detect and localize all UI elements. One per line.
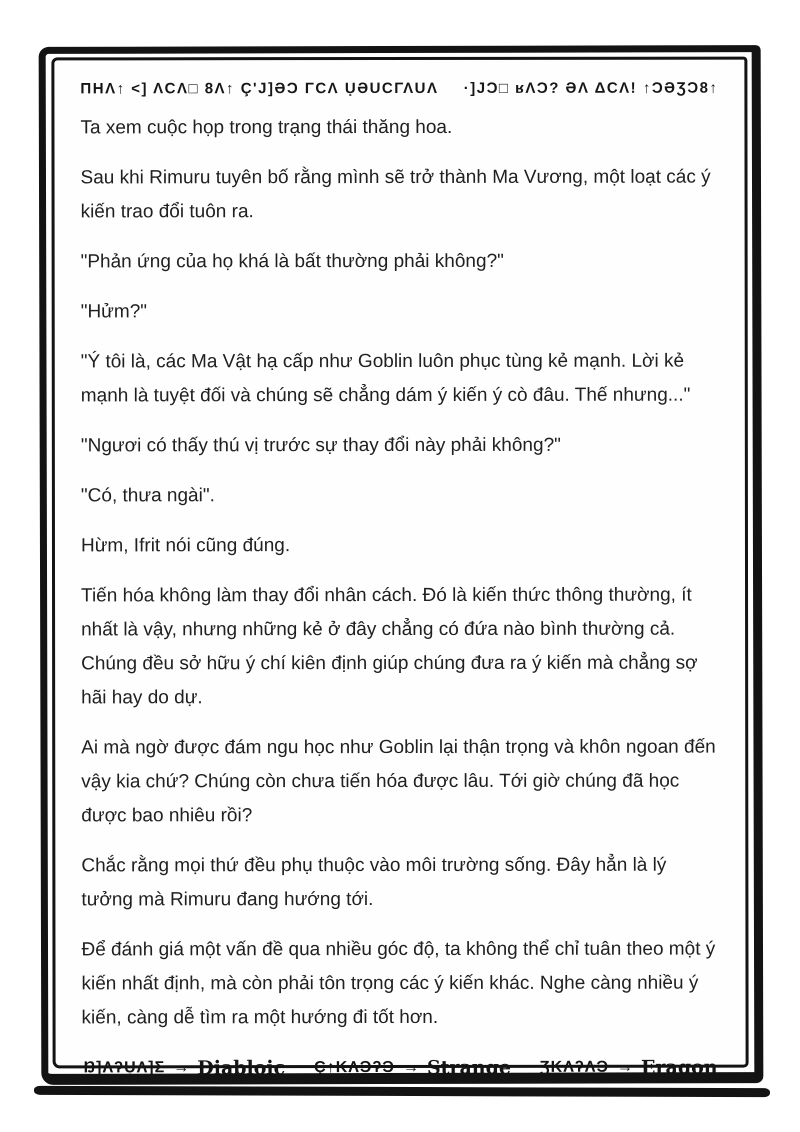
paragraph: "Hửm?" [80, 301, 148, 323]
paragraph: Hừm, Ifrit nói cũng đúng. [80, 535, 291, 557]
page-frame-outer [39, 45, 764, 1085]
rune-header [80, 80, 718, 98]
paragraph: Chắc rằng mọi thứ đều phụ thuộc vào môi trường sống. Đây hẳn là lý tưởng mà Rimuru đang hướng tới. [81, 854, 667, 911]
rune-header-right: ·]JƆ□ ʁΛƆ? ƏΛ ΔCΛ! ↑ƆƏƷƆ8↑ [463, 79, 719, 97]
glossary-name: Strange [426, 1056, 511, 1079]
paragraph: Tiến hóa không làm thay đổi nhân cách. Đó là kiến thức thông thường, ít nhất là vậy, nhưng những kẻ ở đây chẳng có đứa nào bình thường cả. Chúng đều sở hữu ý chí kiên định giúp chúng đưa ra ý kiến mà chẳng sợ hãi hay do dự. [81, 584, 698, 709]
arrow-right-icon: → [617, 1058, 634, 1076]
rune-header-left: ΠΗΛ↑ <] ΛCΛ□ 8Λ↑ Ç'J]ƏƆ ΓCΛ ỤƏUCΓΛUΛ [80, 79, 439, 98]
glossary-runes: Ŋ]ΛʔỤΛ]Ʃ [83, 1059, 166, 1077]
arrow-right-icon: → [402, 1058, 419, 1076]
paragraph: "Có, thưa ngài". [80, 485, 215, 507]
glossary-name: Diabloic [197, 1057, 286, 1080]
paragraph: "Ngươi có thấy thú vị trước sự thay đổi này phải không?" [80, 434, 561, 457]
page-frame-inner [51, 57, 748, 1080]
glossary-runes: ƷKΛʔΛƆ [539, 1058, 610, 1076]
body-text [80, 111, 719, 1052]
paragraph: "Phản ứng của họ khá là bất thường phải không?" [80, 250, 504, 273]
glossary-name: Eragon [641, 1056, 718, 1079]
paragraph: Để đánh giá một vấn đề qua nhiều góc độ, ta không thể chỉ tuân theo một ý kiến nhất định, mà còn phải tôn trọng các ý kiến khác. Nghe càng nhiều ý kiến, càng dễ tìm ra một hướng đi tốt hơn. [81, 938, 716, 1029]
glossary-item [84, 1057, 286, 1079]
frame-bottom-stroke [34, 1086, 770, 1097]
paragraph: Sau khi Rimuru tuyên bố rằng mình sẽ trở thành Ma Vương, một loạt các ý kiến trao đổi tuôn ra. [80, 166, 711, 223]
rune-glossary-footer [82, 1051, 720, 1080]
arrow-right-icon: → [173, 1059, 190, 1077]
glossary-item [314, 1057, 511, 1079]
glossary-runes: Ç↑KΛƆʔƆ [314, 1059, 395, 1077]
glossary-item [540, 1057, 718, 1079]
paragraph: "Ý tôi là, các Ma Vật hạ cấp như Goblin luôn phục tùng kẻ mạnh. Lời kẻ mạnh là tuyệt đối và chúng sẽ chẳng dám ý kiến ý cò đâu. Thế nhưng..." [80, 350, 691, 407]
paragraph: Ta xem cuộc họp trong trạng thái thăng hoa. [80, 116, 453, 139]
paragraph: Ai mà ngờ được đám ngu học như Goblin lại thận trọng và khôn ngoan đến vậy kia chứ? Chúng còn chưa tiến hóa được lâu. Tới giờ chúng đã học được bao nhiêu rồi? [81, 736, 716, 827]
